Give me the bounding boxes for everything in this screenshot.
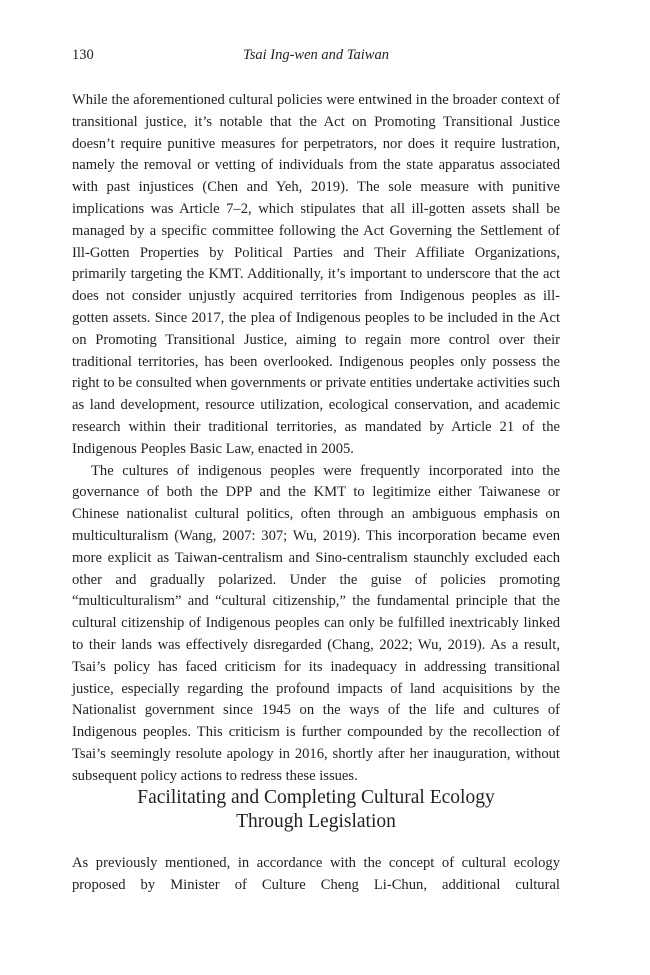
running-head [72,44,560,66]
section-heading-line-1: Facilitating and Completing Cultural Ecology [137,787,495,808]
body-text [72,90,560,788]
section-opening-paragraph [72,852,560,896]
section-text-line-2: proposed by Minister of Culture Cheng Li-Chun, additional cultural [72,877,560,893]
page-number: 130 [72,47,94,63]
section-text-line-1: As previously mentioned, in accordance with the concept of cultural ecology [72,855,560,871]
paragraph-transitional-justice: While the aforementioned cultural policies were entwined in the broader context of transitional justice, it’s notable that the Act on Promoting Transitional Justice doesn’t require punitive measures for perpetrators, nor does it require lustration, namely the removal or vetting of individuals from the state apparatus associated with past injustices (Chen and Yeh, 2019). The sole measure with punitive implications was Article 7–2, which stipulates that all ill-gotten assets shall be managed by a specific committee following the Act Governing the Settlement of Ill-Gotten Properties by Political Parties and Their Affiliate Organizations, primarily targeting the KMT. Additionally, it’s important to underscore that the act does not consider unjustly acquired territories from Indigenous peoples as ill-gotten assets. Since 2017, the plea of Indigenous peoples to be included in the Act on Promoting Transitional Justice, aiming to regain more control over their traditional territories, has been overlooked. Indigenous peoples only possess the right to be consulted when governments or private entities undertake activities such as land development, resource utilization, ecological conservation, and academic research within their traditional territories, as mandated by Article 21 of the Indigenous Peoples Basic Law, enacted in 2005. [72,92,560,457]
section-heading-line-2: Through Legislation [236,811,396,832]
paragraph-indigenous-cultures: The cultures of indigenous peoples were frequently incorporated into the governance of both the DPP and the KMT to legitimize either Taiwanese or Chinese nationalist cultural politics, often through an ambiguous emphasis on multiculturalism (Wang, 2007: 307; Wu, 2019). This incorporation became even more explicit as Taiwan-centralism and Sino-centralism staunchly excluded each other and gradually polarized. Under the guise of policies promoting “multiculturalism” and “cultural citizenship,” the fundamental principle that the cultural citizenship of Indigenous peoples can only be fulfilled inextricably linked to their lands was effectively disregarded (Chang, 2022; Wu, 2019). As a result, Tsai’s policy has faced criticism for its inadequacy in addressing transitional justice, especially regarding the profound impacts of land acquisitions by the Nationalist government since 1945 on the ways of the life and cultures of Indigenous peoples. This criticism is further compounded by the recollection of Tsai’s seemingly resolute apology in 2016, shortly after her inauguration, without subsequent policy actions to redress these issues. [72,462,560,784]
running-title: Tsai Ing-wen and Taiwan [243,47,389,63]
section-heading [72,786,560,834]
